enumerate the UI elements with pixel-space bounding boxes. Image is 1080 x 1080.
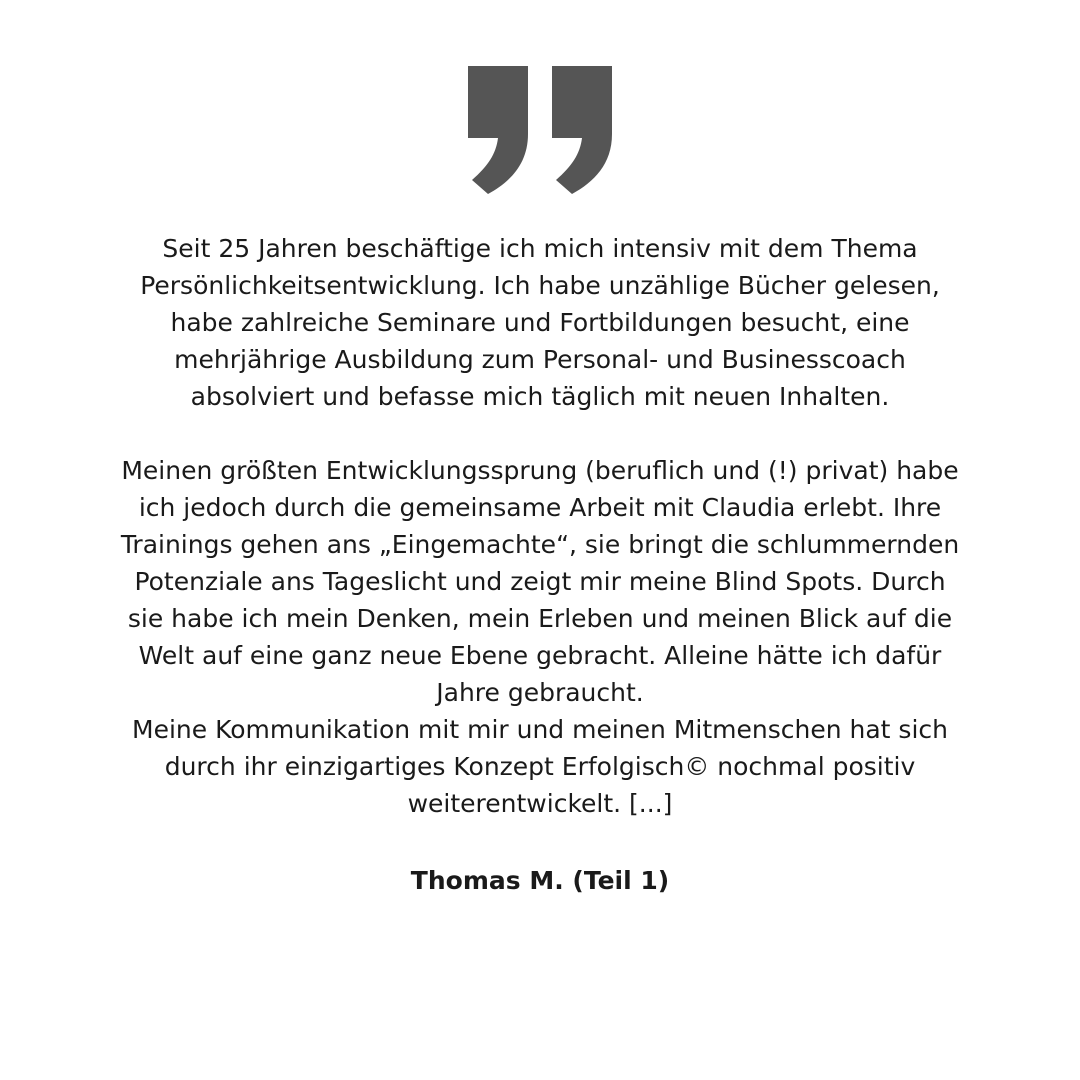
text-line: absolviert und befasse mich täglich mit neuen Inhalten. [190,382,890,411]
text-line: mehrjährige Ausbildung zum Personal- und Businesscoach [174,345,906,374]
text-line: Trainings gehen ans „Eingemachte“, sie bringt die schlummernden [120,530,960,559]
text-line: Welt auf eine ganz neue Ebene gebracht. Alleine hätte ich dafür [138,641,942,670]
text-line: Meinen größten Entwicklungssprung (beruflich und (!) privat) habe [121,456,959,485]
paragraph-spacer [90,415,990,452]
text-line: Persönlichkeitsentwicklung. Ich habe unzählige Bücher gelesen, [140,271,940,300]
text-line: sie habe ich mein Denken, mein Erleben und meinen Blick auf die [127,604,953,633]
text-line: durch ihr einzigartiges Konzept Erfolgisch© nochmal positiv [164,752,916,781]
testimonial-paragraph-2 [90,452,990,711]
testimonial-author: Thomas M. (Teil 1) [410,866,670,895]
text-line: Potenziale ans Tageslicht und zeigt mir meine Blind Spots. Durch [134,567,946,596]
text-line: Seit 25 Jahren beschäftige ich mich intensiv mit dem Thema [162,234,918,263]
testimonial-text [90,230,990,822]
text-line: ich jedoch durch die gemeinsame Arbeit mit Claudia erlebt. Ihre [138,493,942,522]
text-line: habe zahlreiche Seminare und Fortbildungen besucht, eine [170,308,910,337]
testimonial-paragraph-3 [90,711,990,822]
text-line: Jahre gebraucht. [436,678,644,707]
text-line: weiterentwickelt. [...] [407,789,673,818]
testimonial-paragraph-1 [90,230,990,415]
text-line: Meine Kommunikation mit mir und meinen Mitmenschen hat sich [132,715,948,744]
closing-quotation-mark-icon [466,64,614,196]
